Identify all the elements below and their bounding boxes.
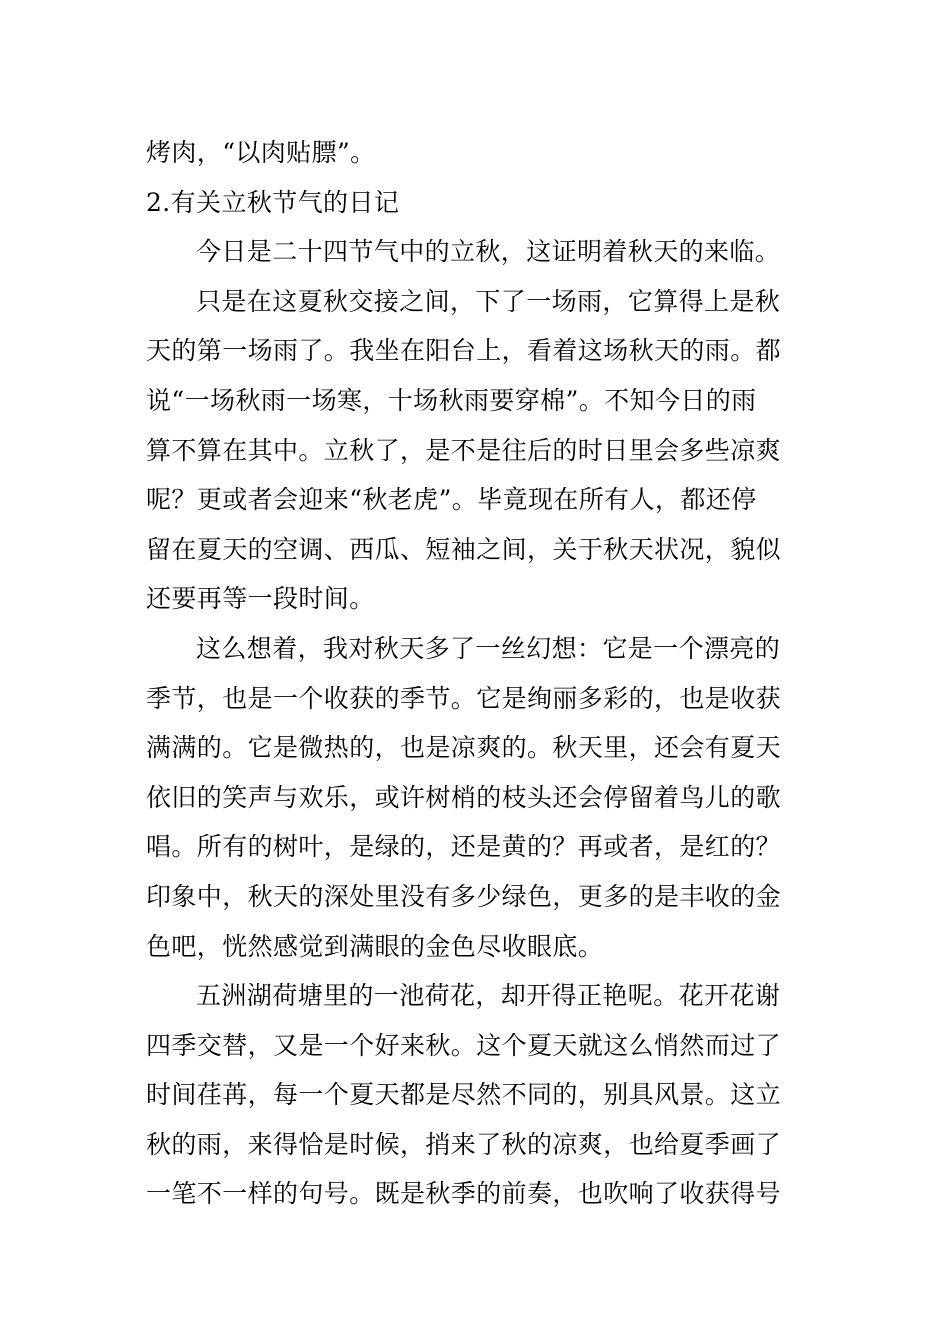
paragraph-line: 印象中，秋天的深处里没有多少绿色，更多的是丰收的金 <box>146 881 782 911</box>
paragraph-line: 唱。所有的树叶，是绿的，还是黄的？再或者，是红的？ <box>146 832 782 862</box>
paragraph-line: 五洲湖荷塘里的一池荷花，却开得正艳呢。花开花谢 <box>196 981 781 1011</box>
paragraph-line: 秋的雨，来得恰是时候，捎来了秋的凉爽，也给夏季画了 <box>146 1129 782 1159</box>
paragraph-line: 季节，也是一个收获的季节。它是绚丽多彩的，也是收获 <box>146 683 782 713</box>
paragraph-line: 这么想着，我对秋天多了一丝幻想：它是一个漂亮的 <box>196 633 781 663</box>
paragraph-line: 说“一场秋雨一场寒，十场秋雨要穿棉”。不知今日的雨 <box>146 385 757 415</box>
paragraph-line: 时间荏苒，每一个夏天都是尽然不同的，别具风景。这立 <box>146 1080 782 1110</box>
paragraph-line: 只是在这夏秋交接之间，下了一场雨，它算得上是秋 <box>196 286 781 316</box>
paragraph-line: 算不算在其中。立秋了，是不是往后的时日里会多些凉爽 <box>146 435 782 465</box>
paragraph-line: 满满的。它是微热的，也是凉爽的。秋天里，还会有夏天 <box>146 733 782 763</box>
paragraph-line: 留在夏天的空调、西瓜、短袖之间，关于秋天状况，貌似 <box>146 534 782 564</box>
paragraph-line: 还要再等一段时间。 <box>146 584 375 614</box>
paragraph-line: 一笔不一样的句号。既是秋季的前奏，也吹响了收获得号 <box>146 1179 782 1209</box>
paragraph-line: 依旧的笑声与欢乐，或许树梢的枝头还会停留着鸟儿的歌 <box>146 782 782 812</box>
paragraph-line: 天的第一场雨了。我坐在阳台上，看着这场秋天的雨。都 <box>146 336 782 366</box>
paragraph-line: 今日是二十四节气中的立秋，这证明着秋天的来临。 <box>196 237 781 267</box>
section-heading: 2.有关立秋节气的日记 <box>146 187 400 217</box>
paragraph-line: 色吧，恍然感觉到满眼的金色尽收眼底。 <box>146 931 604 961</box>
paragraph-line: 呢？更或者会迎来“秋老虎”。毕竟现在所有人，都还停 <box>146 485 757 515</box>
document-page <box>146 128 810 1219</box>
text-line: 烤肉，“以肉贴膘”。 <box>146 138 376 167</box>
paragraph-line: 四季交替，又是一个好来秋。这个夏天就这么悄然而过了 <box>146 1030 782 1060</box>
